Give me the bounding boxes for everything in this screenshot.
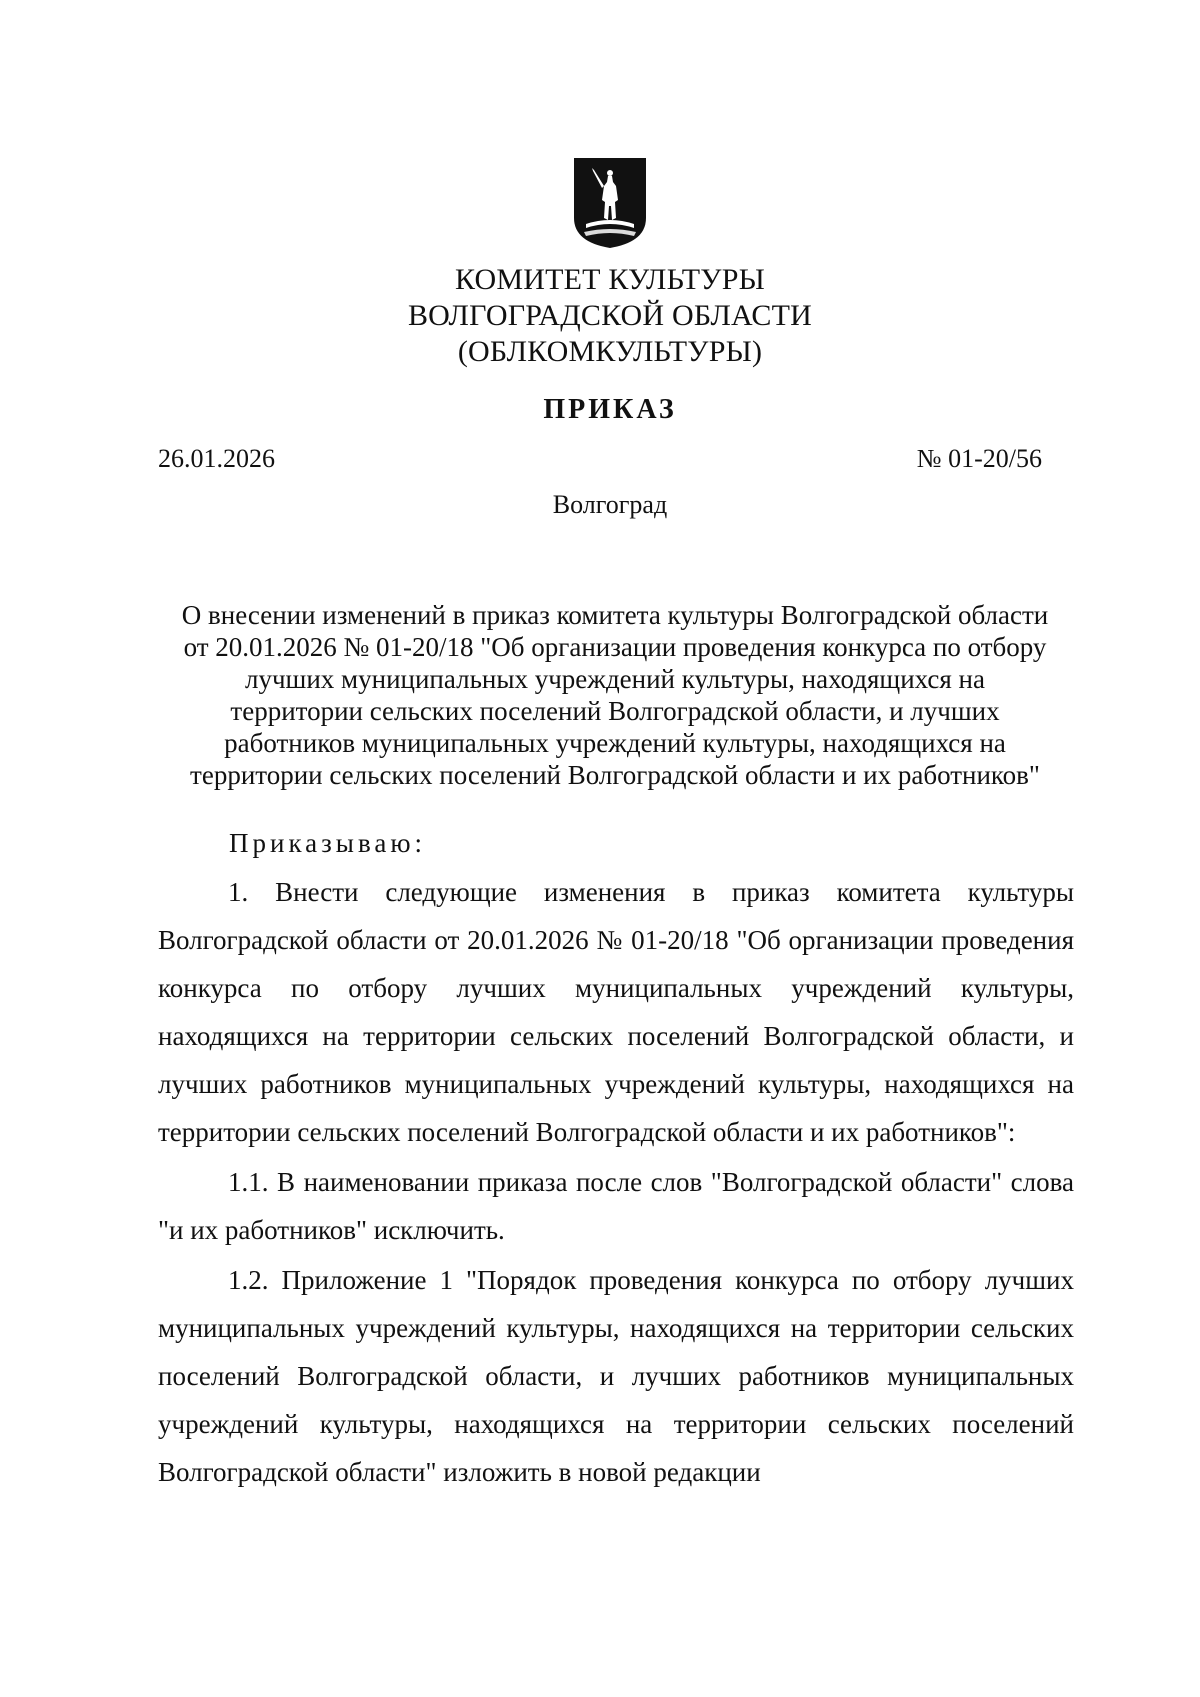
document-subject xyxy=(150,599,1080,791)
document-body xyxy=(158,868,1074,1496)
volgograd-emblem-icon xyxy=(572,156,648,250)
subject-line: от 20.01.2026 № 01-20/18 "Об организации проведения конкурса по отбору xyxy=(183,632,1047,662)
org-name-line-2: ВОЛГОГРАДСКОЙ ОБЛАСТИ xyxy=(407,299,813,332)
body-paragraph-1: 1. Внести следующие изменения в приказ комитета культуры Волгоградской области от 20.01.2026 № 01-20/18 "Об организации проведения конкурса по отбору лучших муниципальных учреждений культуры, находящихся на территории сельских поселений Волгоградской области, и лучших работников муниципальных учреждений культуры, находящихся на территории сельских поселений Волгоградской области и их работников": xyxy=(158,877,1074,1147)
subject-line: О внесении изменений в приказ комитета культуры Волгоградской области xyxy=(181,600,1049,630)
subject-line: лучших муниципальных учреждений культуры, находящихся на xyxy=(245,664,985,694)
organization-name xyxy=(300,262,920,370)
document-city: Волгоград xyxy=(552,490,668,519)
subject-line: территории сельских поселений Волгоградской области, и лучших xyxy=(230,696,1000,726)
subject-line: территории сельских поселений Волгоградской области и их работников" xyxy=(190,760,1040,790)
subject-line: работников муниципальных учреждений культуры, находящихся на xyxy=(224,728,1006,758)
org-name-line-1: КОМИТЕТ КУЛЬТУРЫ xyxy=(455,263,765,296)
body-paragraph-1-2: 1.2. Приложение 1 "Порядок проведения конкурса по отбору лучших муниципальных учреждений культуры, находящихся на территории сельских поселений Волгоградской области, и лучших работников муниципальных учреждений культуры, находящихся на территории сельских поселений Волгоградской области" изложить в новой редакции xyxy=(158,1265,1074,1487)
document-date: 26.01.2026 xyxy=(158,444,275,473)
body-paragraph-1-1: 1.1. В наименовании приказа после слов "Волгоградской области" слова "и их работников" исключить. xyxy=(158,1167,1074,1245)
document-type-title: ПРИКАЗ xyxy=(543,394,677,425)
document-number: № 01-20/56 xyxy=(916,444,1042,473)
directive-word: Приказываю: xyxy=(229,828,426,858)
org-name-line-3: (ОБЛКОМКУЛЬТУРЫ) xyxy=(457,335,763,368)
